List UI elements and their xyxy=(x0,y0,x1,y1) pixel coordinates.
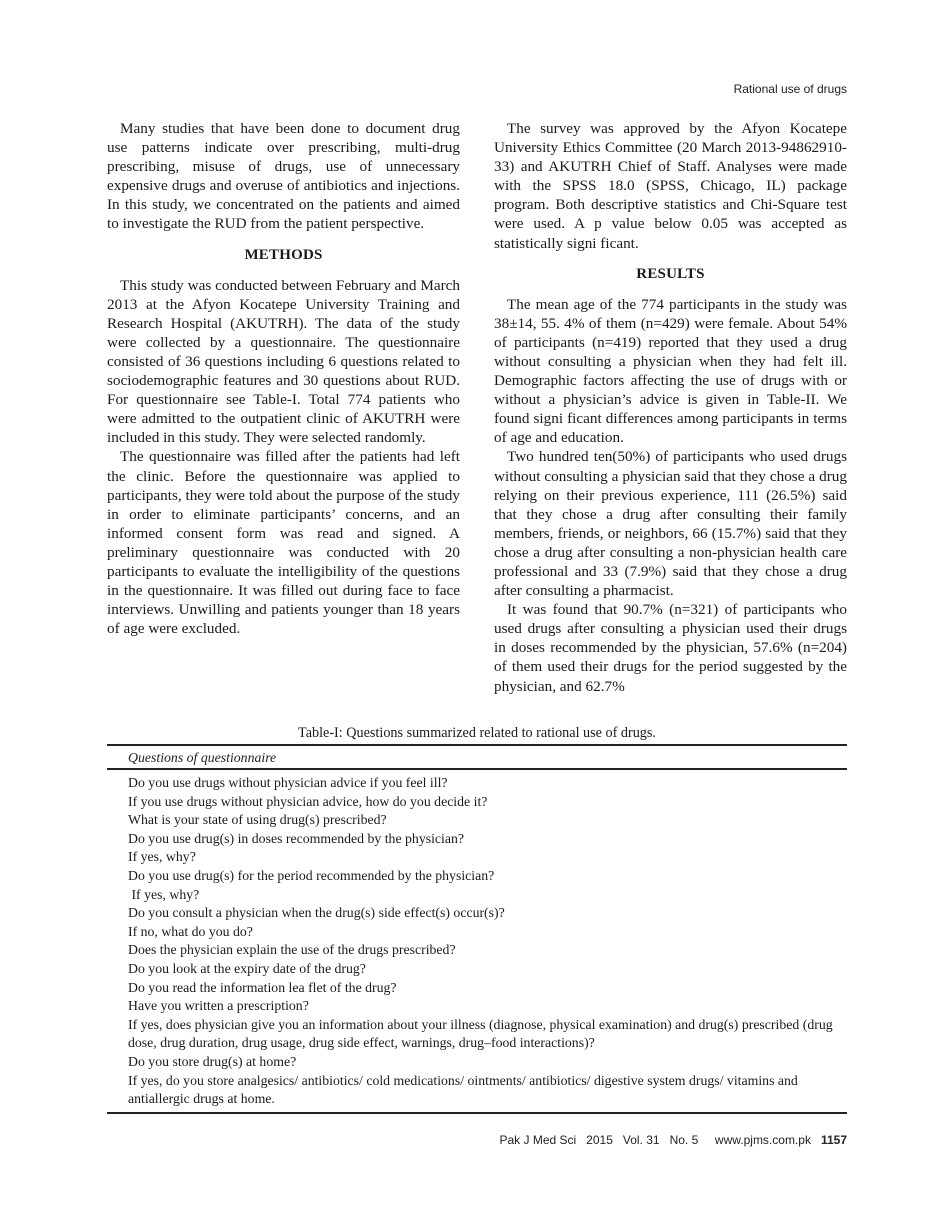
table-row: If no, what do you do? xyxy=(128,923,253,939)
page-number: 1157 xyxy=(820,1133,847,1147)
running-head: Rational use of drugs xyxy=(733,82,847,96)
table-header: Questions of questionnaire xyxy=(128,750,277,765)
page-footer xyxy=(499,1133,847,1147)
table-row: If yes, do you store analgesics/ antibiotics/ cold medications/ ointments/ antibiotics/ digestive system drugs/ vitamins and antiallergic drugs at home. xyxy=(128,1072,798,1107)
right-column xyxy=(494,119,847,696)
table-row: Have you written a prescription? xyxy=(128,998,309,1014)
table-row: If you use drugs without physician advice, how do you decide it? xyxy=(128,793,488,809)
table-row: Do you use drugs without physician advice if you feel ill? xyxy=(128,775,448,790)
table-row: What is your state of using drug(s) prescribed? xyxy=(128,812,387,828)
table-row: If yes, does physician give you an information about your illness (diagnose, physical examination) and drug(s) prescribed (drug dose, drug duration, drug usage, drug side effect, warnings, drug–food interactions)? xyxy=(128,1016,833,1051)
table-row: Do you use drug(s) in doses recommended by the physician? xyxy=(128,830,465,846)
table-row: Do you read the information lea flet of the drug? xyxy=(128,979,397,995)
methods-heading: METHODS xyxy=(244,246,323,263)
table-row: Do you look at the expiry date of the drug? xyxy=(128,960,366,976)
methods-paragraph: The questionnaire was filled after the patients had left the clinic. Before the questionnaire was applied to participants, they were told about the purpose of the study in order to eliminate participants’ concerns, and an informed consent form was read and signed. A preliminary questionnaire was conducted with 20 participants to evaluate the intelligibility of the questions in the questionnaire. It was filled out during face to face interviews. Unwilling and patients younger than 18 years of age were excluded. xyxy=(107,448,460,638)
table-row: If yes, why? xyxy=(128,886,200,902)
results-paragraph: Two hundred ten(50%) of participants who used drugs without consulting a physician said that they chose a drug relying on their previous experience, 111 (26.5%) said that they chose a drug after consulting their family members, friends, or neighbors, 66 (15.7%) said that they chose a drug after consulting a non-physician health care professional and 33 (7.9%) said that they chose a drug after consulting a pharmacist. xyxy=(494,448,847,600)
journal-citation: Pak J Med Sci 2015 Vol. 31 No. 5 www.pjms.com.pk xyxy=(499,1133,821,1147)
results-paragraph: It was found that 90.7% (n=321) of participants who used drugs after consulting a physician used their drugs in doses recommended by the physician, 57.6% (n=204) of them used their drugs for the period suggested by the physician, and 62.7% xyxy=(494,601,847,695)
table-row: Do you consult a physician when the drug(s) side effect(s) occur(s)? xyxy=(128,905,505,921)
table-row: Do you store drug(s) at home? xyxy=(128,1053,297,1069)
table-row: If yes, why? xyxy=(128,849,196,865)
table-caption: Table-I: Questions summarized related to rational use of drugs. xyxy=(298,725,656,741)
table-row: Does the physician explain the use of the drugs prescribed? xyxy=(128,942,456,958)
table-questionnaire xyxy=(107,725,847,1114)
table-bottom-rule xyxy=(107,1112,847,1114)
ethics-paragraph: The survey was approved by the Afyon Kocatepe University Ethics Committee (20 March 2013-94862910-33) and AKUTRH Chief of Staff. Analyses were made with the SPSS 18.0 (SPSS, Chicago, IL) package program. Both descriptive statistics and Chi-Square test were used. A p value below 0.05 was accepted as statistically signi ficant. xyxy=(494,120,847,252)
table-row: Do you use drug(s) for the period recommended by the physician? xyxy=(128,867,495,883)
methods-paragraph: This study was conducted between February and March 2013 at the Afyon Kocatepe University Training and Research Hospital (AKUTRH). The data of the study were collected by a questionnaire. The questionnaire consisted of 36 questions including 6 questions related to sociodemographic features and 30 questions about RUD. For questionnaire see Table-I. Total 774 patients who were admitted to the outpatient clinic of AKUTRH were included in this study. They were selected randomly. xyxy=(107,276,460,447)
results-paragraph: The mean age of the 774 participants in the study was 38±14, 55. 4% of them (n=429) were female. About 54% of participants (n=419) reported that they used a drug without consulting a physician when they had felt ill. Demographic factors affecting the use of drugs with or without a physician’s advice is given in Table-II. We found signi ficant differences among participants in terms of age and education. xyxy=(494,295,847,447)
table-body xyxy=(107,770,847,1112)
intro-paragraph: Many studies that have been done to document drug use patterns indicate over prescribing, multi-drug prescribing, misuse of drugs, use of unnecessary expensive drugs and overuse of antibiotics and injections. In this study, we concentrated on the patients and aimed to investigate the RUD from the patient perspective. xyxy=(107,120,460,233)
results-heading: RESULTS xyxy=(636,265,705,282)
left-column xyxy=(107,119,460,638)
